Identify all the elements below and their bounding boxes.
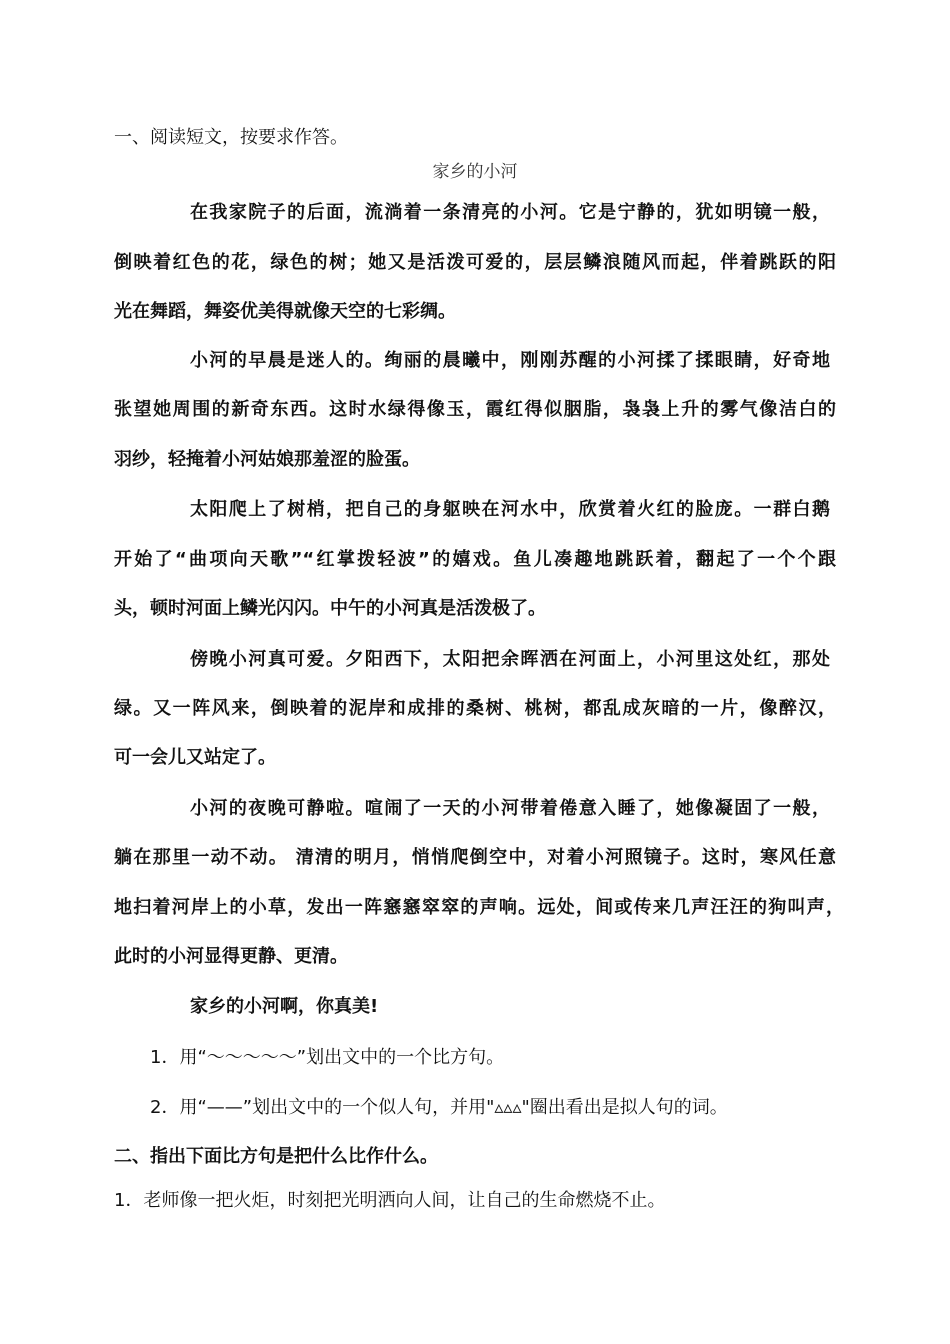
question-1: 1．用“～～～～～”划出文中的一个比方句。 xyxy=(150,1047,505,1068)
passage-line: 傍晚小河真可爱。夕阳西下，太阳把余晖洒在河面上，小河里这处红，那处 xyxy=(190,649,830,670)
passage-line: 此时的小河显得更静、更清。 xyxy=(114,946,348,967)
passage-line: 光在舞蹈，舞姿优美得就像天空的七彩绸。 xyxy=(114,301,456,322)
section2-item-1: 1．老师像一把火炬，时刻把光明洒向人间，让自己的生命燃烧不止。 xyxy=(114,1190,666,1211)
section-heading-1: 一、阅读短文，按要求作答。 xyxy=(114,127,348,148)
question-2: 2．用“——”划出文中的一个似人句，并用"▵▵▵"圈出看出是拟人句的词。 xyxy=(150,1097,728,1118)
passage-title: 家乡的小河 xyxy=(432,162,518,182)
passage-line: 头，顿时河面上鳞光闪闪。中午的小河真是活泼极了。 xyxy=(114,598,546,619)
passage-line: 小河的夜晚可静啦。喧闹了一天的小河带着倦意入睡了，她像凝固了一般， xyxy=(190,798,830,819)
passage-line: 张望她周围的新奇东西。这时水绿得像玉，霞红得似胭脂，袅袅上升的雾气像洁白的 xyxy=(114,399,836,420)
passage-line: 绿。又一阵风来，倒映着的泥岸和成排的桑树、桃树，都乱成灰暗的一片，像醉汉， xyxy=(114,698,836,719)
passage-line: 小河的早晨是迷人的。绚丽的晨曦中，刚刚苏醒的小河揉了揉眼睛，好奇地 xyxy=(190,350,830,371)
passage-line: 家乡的小河啊，你真美! xyxy=(190,996,379,1017)
passage-line: 在我家院子的后面，流淌着一条清亮的小河。它是宁静的，犹如明镜一般， xyxy=(190,202,830,223)
passage-line: 倒映着红色的花，绿色的树；她又是活泼可爱的，层层鳞浪随风而起，伴着跳跃的阳 xyxy=(114,252,836,273)
passage-line: 太阳爬上了树梢，把自己的身躯映在河水中，欣赏着火红的脸庞。一群白鹅 xyxy=(190,499,830,520)
passage-line: 可一会儿又站定了。 xyxy=(114,747,276,768)
section-heading-2: 二、指出下面比方句是把什么比作什么。 xyxy=(114,1146,438,1167)
passage-line: 地扫着河岸上的小草，发出一阵窸窸窣窣的声响。远处，间或传来几声汪汪的狗叫声， xyxy=(114,897,844,918)
passage-line: 羽纱，轻掩着小河姑娘那羞涩的脸蛋。 xyxy=(114,449,420,470)
passage-line: 开始了“曲项向天歌”“红掌拨轻波”的嬉戏。鱼儿凑趣地跳跃着，翻起了一个个跟 xyxy=(114,549,836,570)
passage-line: 躺在那里一动不动。 清清的明月，悄悄爬倒空中，对着小河照镜子。这时，寒风任意 xyxy=(114,847,836,868)
